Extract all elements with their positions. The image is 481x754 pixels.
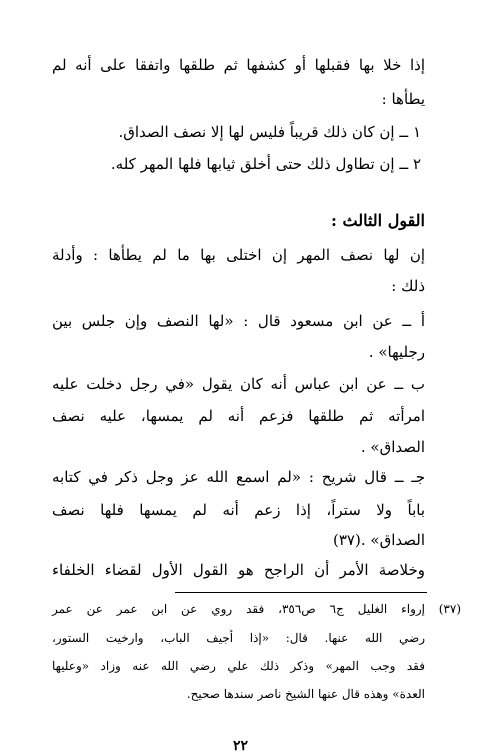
- footnote-number: (٣٧): [438, 602, 461, 616]
- text-line: إن لها نصف المهر إن اختلى بها ما لم يطأها : وأدلة: [52, 246, 425, 264]
- footnote-line: العدة» وهذه قال عنها الشيخ ناصر سندها صحيح.: [186, 687, 425, 701]
- text-line: باباً ولا ستراً، إذا زعم أنه لم يمسها فلها نصف: [52, 501, 425, 519]
- text-line: رجليها» .: [368, 343, 425, 361]
- page-number: ٢٢: [232, 738, 249, 754]
- text-line: الصداق» .(٣٧): [333, 531, 425, 549]
- text-line: ذلك :: [391, 277, 425, 295]
- footnote-line: فقد وجب المهر» وذكر ذلك علي رضي الله عنه وزاد «وعليها: [52, 659, 425, 673]
- footnote-divider: [175, 592, 427, 593]
- text-line: الصداق» .: [360, 438, 425, 456]
- text-line: إذا خلا بها فقبلها أو كشفها ثم طلقها واتفقا على أنه لم: [52, 56, 425, 74]
- text-line: امرأته ثم طلقها فزعم أنه لم يمسها، عليه نصف: [52, 407, 425, 425]
- footnote-line: إرواء الغليل ج٦ ص٣٥٦، فقد روي عن ابن عمر عن عمر: [52, 602, 425, 616]
- section-heading: القول الثالث :: [331, 211, 425, 230]
- evidence-item: أ ــ عن ابن مسعود قال : «لها النصف وإن جلس بين: [52, 312, 425, 330]
- text-line: وخلاصة الأمر أن الراجح هو القول الأول لقضاء الخلفاء: [52, 561, 425, 579]
- list-item: ١ ــ إن كان ذلك قريباً فليس لها إلا نصف الصداق.: [118, 123, 421, 141]
- footnote-line: رضي الله عنها. قال: «إذا أجيف الباب، وارخيت الستور،: [52, 631, 425, 645]
- evidence-item: جـ ــ قال شريح : «لم اسمع الله عز وجل ذكر في كتابه: [52, 468, 425, 486]
- text-line: يطأها :: [381, 90, 425, 108]
- evidence-item: ب ــ عن ابن عباس أنه كان يقول «في رجل دخلت عليه: [52, 375, 425, 393]
- list-item: ٢ ــ إن تطاول ذلك حتى أخلق ثيابها فلها المهر كله.: [110, 155, 421, 173]
